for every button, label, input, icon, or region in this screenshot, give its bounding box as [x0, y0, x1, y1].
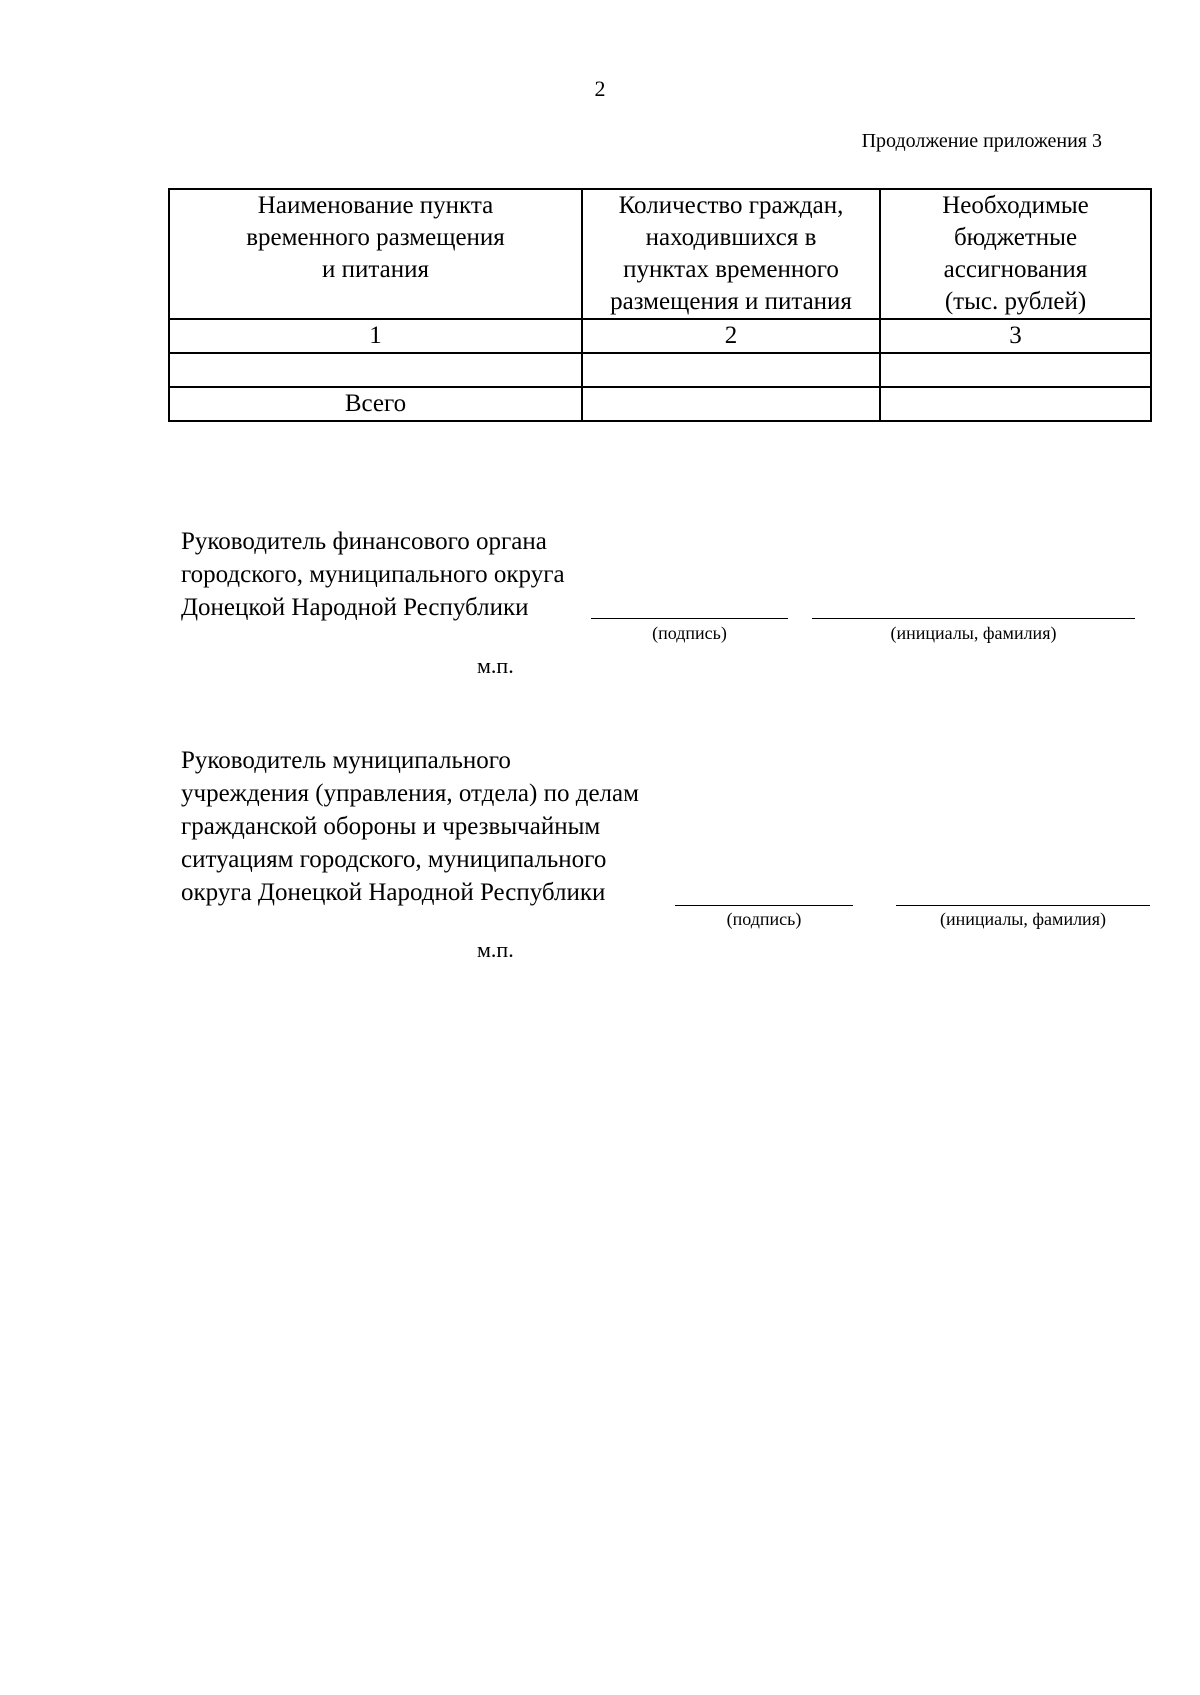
total-citizens-cell[interactable] — [582, 387, 880, 421]
table-header-row — [169, 189, 1151, 319]
column-header-citizens: Количество граждан, находившихся в пунктах временного размещения и питания — [582, 189, 880, 319]
page-number: 2 — [594, 76, 606, 101]
name-caption: (инициалы, фамилия) — [940, 909, 1106, 929]
signature-caption: (подпись) — [726, 909, 802, 929]
signature-line[interactable] — [675, 905, 853, 906]
column-header-facility: Наименование пункта временного размещения и питания — [169, 189, 582, 319]
appendix-note: Продолжение приложения 3 — [861, 130, 1102, 152]
column-number: 3 — [880, 319, 1151, 353]
signatory-title: Руководитель финансового органа городского, муниципального округа Донецкой Народной Республики — [181, 528, 565, 621]
total-label: Всего — [169, 387, 582, 421]
total-budget-cell[interactable] — [880, 387, 1151, 421]
column-number: 1 — [169, 319, 582, 353]
stamp-mark: м.п. — [477, 937, 514, 962]
column-number-row — [169, 319, 1151, 353]
signatory-title: Руководитель муниципального учреждения (управления, отдела) по делам гражданской обороны и чрезвычайным ситуациям городского, муниципального округа Донецкой Народной Республики — [181, 747, 639, 906]
name-line[interactable] — [812, 618, 1135, 619]
signature-caption: (подпись) — [652, 623, 727, 643]
table-cell[interactable] — [582, 353, 880, 387]
name-line[interactable] — [896, 905, 1150, 906]
total-row — [169, 387, 1151, 421]
table-row — [169, 353, 1151, 387]
budget-table — [168, 188, 1152, 422]
stamp-mark: м.п. — [477, 653, 514, 678]
column-header-budget: Необходимые бюджетные ассигнования (тыс. рублей) — [880, 189, 1151, 319]
signature-line[interactable] — [591, 618, 788, 619]
table-cell[interactable] — [880, 353, 1151, 387]
name-caption: (инициалы, фамилия) — [890, 623, 1057, 643]
table-cell[interactable] — [169, 353, 582, 387]
column-number: 2 — [582, 319, 880, 353]
